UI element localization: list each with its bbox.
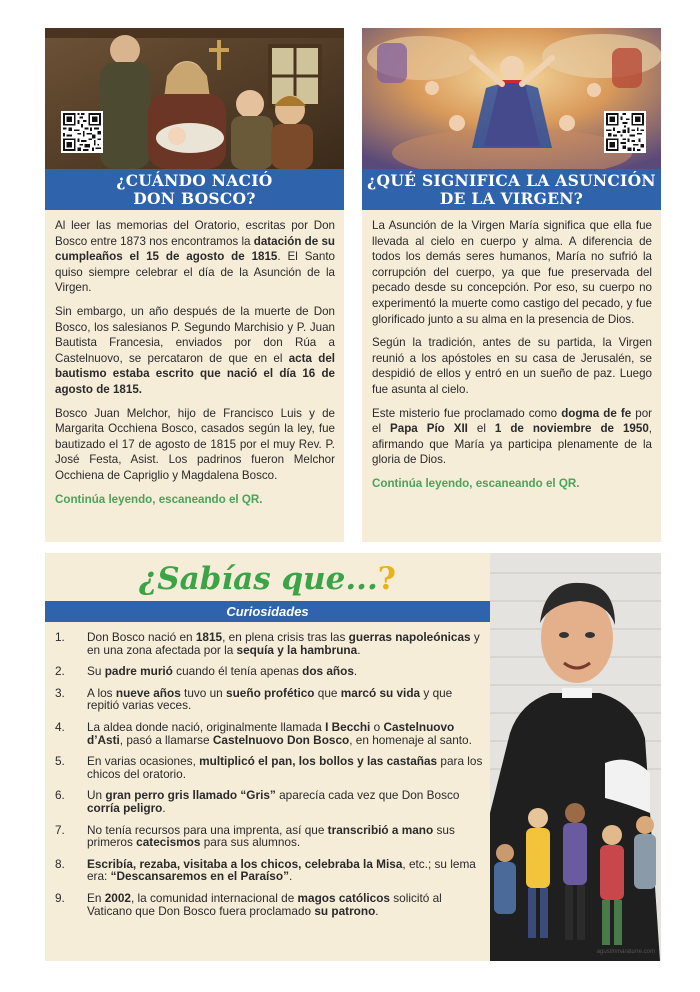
fact-item bbox=[55, 892, 483, 917]
text-run: Al leer las memorias del Oratorio, escritas por Don Bosco entre 1873 nos encontramos la bbox=[55, 219, 335, 248]
fact-item bbox=[55, 789, 483, 814]
assumption-painting bbox=[362, 28, 661, 169]
bold-text: 1 de noviembre de 1950 bbox=[494, 422, 649, 436]
paragraph bbox=[55, 406, 335, 484]
fact-item bbox=[55, 755, 483, 780]
bold-text: sueño profético bbox=[226, 685, 315, 700]
fact-item bbox=[55, 824, 483, 849]
facts-list bbox=[55, 631, 483, 926]
bold-text: multiplicó el pan, los bollos y las castañas bbox=[199, 754, 438, 769]
paragraph bbox=[372, 218, 652, 327]
bold-text: acta del bautismo estaba escrito que nació el día 16 de agosto de 1815. bbox=[55, 351, 335, 396]
card-title-line: ¿CUÁNDO NACIÓ bbox=[116, 171, 273, 190]
fact-text bbox=[87, 631, 483, 656]
text-run: . bbox=[288, 869, 293, 884]
fact-item bbox=[55, 858, 483, 883]
text-run: . El Santo quiso siempre celebrar el día de la Asunción de la Virgen. bbox=[55, 250, 335, 295]
bold-text: Papa Pío XII bbox=[390, 422, 468, 436]
text-run: , en plena crisis tras las bbox=[222, 630, 349, 644]
card-body bbox=[372, 218, 652, 500]
card-title-line: DE LA VIRGEN? bbox=[439, 189, 584, 208]
text-run: A los bbox=[87, 685, 116, 700]
text-run: La Asunción de la Virgen María significa que ella fue llevada al cielo en cuerpo y alma. A diferencia de todos los demás seres humanos, María no sufrió la corrupción del cuerpo, ya que fue preservada del pecado desde su concepción. Por eso, su cuerpo no experimentó la muerte como castigo del pecado, y fue glorificado junto a su alma en la presencia de Dios. bbox=[372, 219, 652, 326]
fact-number: 8. bbox=[55, 856, 65, 871]
text-run: cuando él tenía apenas bbox=[172, 664, 303, 679]
text-run: La aldea donde nació, originalmente llamada bbox=[87, 719, 326, 734]
text-run: por el bbox=[372, 406, 652, 436]
card-title bbox=[45, 169, 344, 210]
fact-text bbox=[87, 789, 483, 814]
text-run: el bbox=[467, 422, 495, 436]
text-run: Este misterio fue proclamado como bbox=[372, 406, 562, 420]
paragraph bbox=[55, 218, 335, 296]
text-run: , pasó a llamarse bbox=[119, 732, 213, 747]
section-title bbox=[45, 561, 490, 597]
bold-text: corría peligro bbox=[87, 800, 163, 815]
text-run: solicitó al Vaticano que Don Bosco fuera proclamado bbox=[87, 890, 442, 918]
fact-text bbox=[87, 755, 483, 780]
card-title-line: ¿QUÉ SIGNIFICA LA ASUNCIÓN bbox=[367, 171, 656, 190]
text-run: y en una zona afectada por la bbox=[87, 630, 480, 657]
fact-text bbox=[87, 824, 483, 849]
text-run: que bbox=[314, 685, 341, 700]
bold-text: dos años bbox=[302, 664, 354, 679]
text-run: aparecía cada vez que Don Bosco bbox=[275, 788, 460, 803]
text-run: Don Bosco nació en bbox=[87, 630, 196, 644]
fact-number: 2. bbox=[55, 664, 65, 679]
qr-code-icon[interactable] bbox=[604, 111, 646, 153]
fact-number: 1. bbox=[55, 630, 65, 644]
paragraph bbox=[55, 304, 335, 398]
fact-item bbox=[55, 687, 483, 712]
section-title-text: ¿Sabías que... bbox=[139, 561, 378, 597]
bold-text: “Descansaremos en el Paraíso” bbox=[110, 869, 289, 884]
fact-item bbox=[55, 721, 483, 746]
bold-text: Escribía, rezaba, visitaba a los chicos, celebraba la Misa bbox=[87, 856, 403, 871]
fact-number: 6. bbox=[55, 788, 65, 803]
bold-text: Castelnuovo Don Bosco bbox=[212, 732, 350, 747]
text-run: . bbox=[357, 642, 361, 657]
bold-text: marcó su vida bbox=[340, 685, 421, 700]
text-run: , la comunidad internacional de bbox=[130, 890, 298, 905]
bold-text: catecismos bbox=[136, 835, 201, 850]
continue-reading-link[interactable]: Continúa leyendo, escaneando el QR. bbox=[372, 476, 580, 490]
bold-text: nueve años bbox=[115, 685, 181, 700]
continue-reading-link[interactable]: Continúa leyendo, escaneando el QR. bbox=[55, 492, 263, 506]
text-run: Su bbox=[87, 664, 105, 679]
bold-text: 2002 bbox=[104, 890, 131, 905]
fact-number: 7. bbox=[55, 822, 65, 837]
text-run: En varias ocasiones, bbox=[87, 754, 200, 769]
card-birth-date bbox=[45, 28, 344, 542]
bold-text: transcribió a mano bbox=[327, 822, 434, 837]
card-body bbox=[55, 218, 335, 515]
fact-text bbox=[87, 687, 483, 712]
text-run: para los chicos del oratorio. bbox=[87, 754, 483, 781]
text-run: Bosco Juan Melchor, hijo de Francisco Luis y de Margarita Occhiena Bosco, casados según la ley, fue bautizado el 17 de agosto de 1815 por el muy Rev. P. José Festa, Asist. Los padrinos fueron Melchor Occhiena de Capriglio y Magdalena Bosco. bbox=[55, 406, 335, 482]
fact-item bbox=[55, 631, 483, 656]
bold-text: dogma de fe bbox=[561, 406, 632, 420]
text-run: . bbox=[375, 903, 379, 918]
bold-text: datación de su cumpleaños el 15 de agosto de 1815 bbox=[55, 234, 335, 264]
fact-text bbox=[87, 665, 483, 678]
fact-text bbox=[87, 858, 483, 883]
card-title-line: DON BOSCO? bbox=[133, 189, 256, 208]
section-title-question-mark: ? bbox=[377, 561, 396, 597]
qr-code-icon[interactable] bbox=[61, 111, 103, 153]
text-run: , afirmando que María ya participa plenamente de la gloria de Dios. bbox=[372, 422, 652, 467]
text-run: Sin embargo, un año después de la muerte de Don Bosco, los salesianos P. Segundo Marchisio y P. Juan Bautista Francesia, enviados por don Rúa a Castelnuovo, se percataron de que en el bbox=[55, 304, 335, 365]
did-you-know-section bbox=[45, 553, 661, 961]
holy-family-illustration bbox=[45, 28, 344, 169]
section-subtitle: Curiosidades bbox=[45, 601, 490, 622]
fact-text bbox=[87, 892, 483, 917]
bold-text: padre murió bbox=[104, 664, 173, 679]
bold-text: sequía y la hambruna bbox=[236, 642, 358, 657]
fact-item bbox=[55, 665, 483, 678]
paragraph bbox=[372, 335, 652, 397]
card-title bbox=[362, 169, 661, 210]
artist-signature: agustinmaraturre.com bbox=[596, 949, 655, 955]
text-run: , en homenaje al santo. bbox=[349, 732, 472, 747]
text-run: , etc.; su lema era: bbox=[87, 856, 476, 884]
text-run: o bbox=[370, 719, 384, 734]
card-assumption bbox=[362, 28, 661, 542]
text-run: . bbox=[353, 664, 358, 679]
text-run: sus primeros bbox=[87, 822, 455, 850]
text-run: Según la tradición, antes de su partida, la Virgen reunió a los apóstoles en su casa de Jerusalén, se despidió de ellos y entró en un sueño de paz. Luego fue asunta al cielo. bbox=[372, 336, 652, 396]
fact-text bbox=[87, 721, 483, 746]
text-run: tuvo un bbox=[180, 685, 227, 700]
bold-text: su patrono bbox=[314, 903, 376, 918]
bold-text: guerras napoleónicas bbox=[348, 630, 471, 644]
fact-number: 3. bbox=[55, 685, 65, 700]
fact-number: 5. bbox=[55, 754, 65, 769]
bold-text: I Becchi bbox=[325, 719, 371, 734]
fact-number: 9. bbox=[55, 890, 65, 905]
bold-text: 1815 bbox=[195, 630, 223, 644]
text-run: y que repitió varias veces. bbox=[87, 685, 453, 713]
text-run: En bbox=[87, 890, 105, 905]
text-run: para sus alumnos. bbox=[200, 835, 301, 850]
bold-text: Castelnuovo d’Asti bbox=[87, 719, 455, 747]
text-run: Un bbox=[87, 788, 106, 803]
paragraph bbox=[372, 406, 652, 468]
don-bosco-illustration bbox=[490, 553, 661, 961]
bold-text: gran perro gris llamado “Gris” bbox=[105, 788, 276, 803]
bold-text: magos católicos bbox=[297, 890, 390, 905]
text-run: . bbox=[162, 800, 166, 815]
fact-number: 4. bbox=[55, 719, 65, 734]
text-run: No tenía recursos para una imprenta, así que bbox=[87, 822, 328, 837]
